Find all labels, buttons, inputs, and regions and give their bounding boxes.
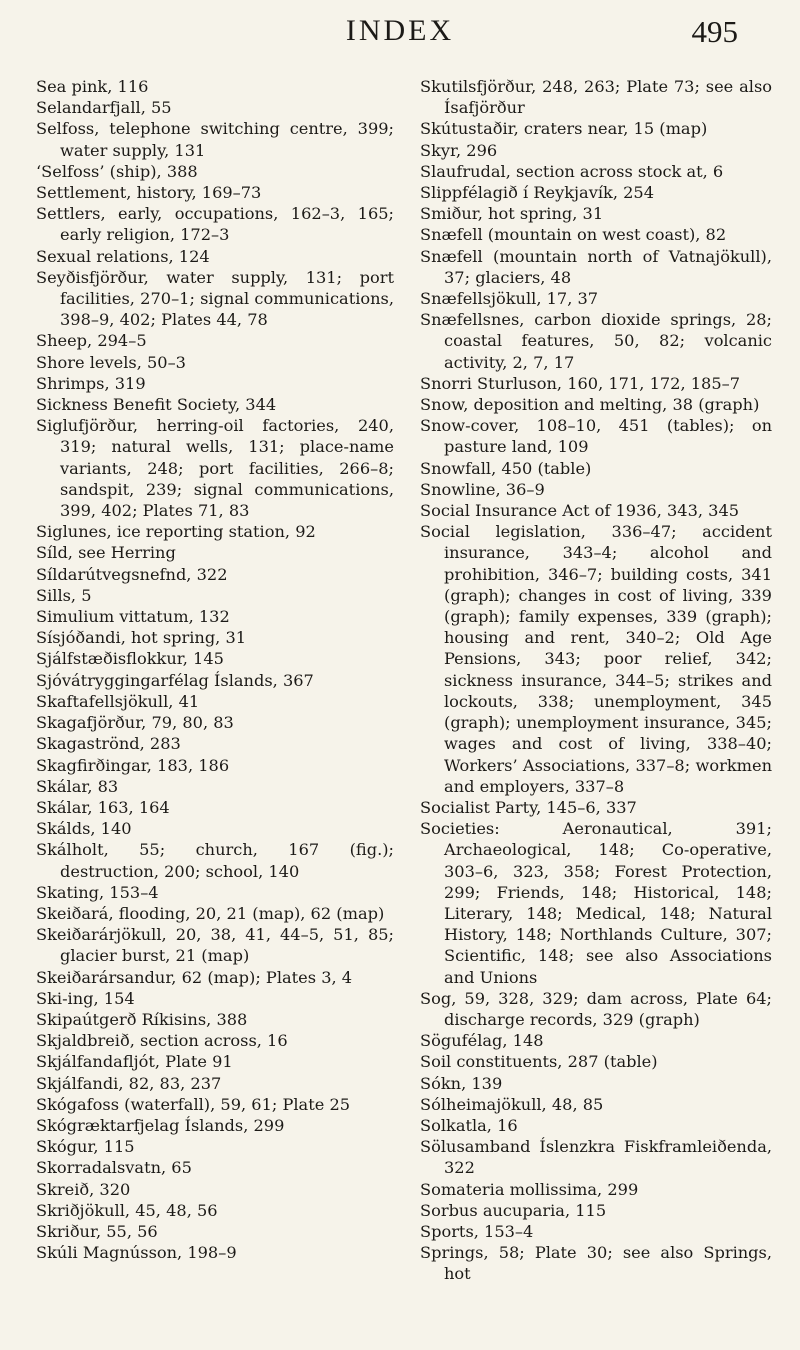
- index-entry: Solkatla, 16: [420, 1115, 518, 1135]
- index-entry: Sjóvátryggingarfélag Íslands, 367: [36, 670, 314, 690]
- index-entry: Snowfall, 450 (table): [420, 458, 592, 478]
- index-column-right: [420, 76, 772, 1285]
- index-entry: Skipaútgerð Ríkisins, 388: [36, 1009, 248, 1029]
- index-entry: Simulium vittatum, 132: [36, 607, 230, 627]
- index-entry: ‘Selfoss’ (ship), 388: [36, 161, 198, 181]
- index-entry: Skálds, 140: [36, 819, 132, 839]
- index-entry: Skating, 153–4: [36, 882, 159, 902]
- index-entry: Skagaströnd, 283: [36, 734, 181, 754]
- index-entry: Skorradalsvatn, 65: [36, 1158, 192, 1178]
- index-entry: Sea pink, 116: [36, 77, 149, 96]
- index-entry: Snowline, 36–9: [420, 479, 545, 499]
- index-entry: Sheep, 294–5: [36, 331, 147, 351]
- index-entry: Settlement, history, 169–73: [36, 183, 262, 203]
- index-entry: Sills, 5: [36, 585, 92, 605]
- index-entry: Skálar, 83: [36, 776, 119, 796]
- index-entry: Sexual relations, 124: [36, 246, 210, 266]
- index-entry: Snæfell (mountain on west coast), 82: [420, 225, 727, 245]
- index-entry: Settlers, early, occupations, 162–3, 165; early religion, 172–3: [36, 204, 394, 245]
- page-header: [0, 8, 800, 58]
- index-entry: Skriðjökull, 45, 48, 56: [36, 1200, 218, 1220]
- index-entry: Siglufjörður, herring-oil factories, 240, 319; natural wells, 131; place-name variants, 248; port facilities, 266–8; sandspit, 239; signal communications, 399, 402; Plates 71, 83: [36, 416, 394, 521]
- index-entry: Social legislation, 336–47; accident insurance, 343–4; alcohol and prohibition, 346–7; building costs, 341 (graph); changes in cost of living, 339 (graph); family expenses, 339 (graph); housing and rent, 340–2; Old Age Pensions, 343; poor relief, 342; sickness insurance, 344–5; strikes and lockouts, 338; unemployment, 345 (graph); unemployment insurance, 345; wages and cost of living, 338–40; Workers’ Associations, 337–8; workmen and employers, 337–8: [420, 522, 772, 796]
- index-entry: Ski-ing, 154: [36, 988, 135, 1008]
- index-entry: Snæfellsjökull, 17, 37: [420, 289, 599, 309]
- index-entry: Skjálfandafljót, Plate 91: [36, 1052, 233, 1072]
- index-entry: Slippfélagið í Reykjavík, 254: [420, 183, 655, 203]
- index-entry: Sjálfstæðisflokkur, 145: [36, 649, 224, 669]
- index-entry: Social Insurance Act of 1936, 343, 345: [420, 501, 740, 521]
- index-entry: Somateria mollissima, 299: [420, 1179, 639, 1199]
- index-entry: Sögufélag, 148: [420, 1031, 544, 1051]
- index-entry: Skagafjörður, 79, 80, 83: [36, 713, 234, 733]
- index-entry: Skutilsfjörður, 248, 263; Plate 73; see also Ísafjörður: [420, 77, 772, 118]
- index-entry: Societies: Aeronautical, 391; Archaeological, 148; Co-operative, 303–6, 323, 358; Forest Protection, 299; Friends, 148; Historical, 148; Literary, 148; Medical, 148; Natural History, 148; Northlands Culture, 307; Scientific, 148; see also Associations and Unions: [420, 819, 772, 987]
- index-entry: Skeiðarársandur, 62 (map); Plates 3, 4: [36, 967, 353, 987]
- index-entry: Soil constituents, 287 (table): [420, 1052, 658, 1072]
- index-entry: Siglunes, ice reporting station, 92: [36, 522, 316, 542]
- index-entry: Sports, 153–4: [420, 1221, 534, 1241]
- index-entry: Skútustaðir, craters near, 15 (map): [420, 119, 708, 139]
- page-number: 495: [691, 14, 738, 49]
- index-entry: Skógur, 115: [36, 1137, 135, 1157]
- index-entry: Snorri Sturluson, 160, 171, 172, 185–7: [420, 373, 741, 393]
- index-entry: Sickness Benefit Society, 344: [36, 395, 277, 415]
- index-entry: Skaftafellsjökull, 41: [36, 691, 200, 711]
- index-entry: Skriður, 55, 56: [36, 1221, 158, 1241]
- index-entry: Slaufrudal, section across stock at, 6: [420, 161, 724, 181]
- index-entry: Selfoss, telephone switching centre, 399; water supply, 131: [36, 119, 394, 160]
- index-entry: Sölusamband Íslenzkra Fiskframleiðenda, 322: [420, 1137, 772, 1178]
- index-entry: Skreið, 320: [36, 1179, 131, 1199]
- index-entry: Sorbus aucuparia, 115: [420, 1200, 607, 1220]
- index-entry: Skógafoss (waterfall), 59, 61; Plate 25: [36, 1094, 351, 1114]
- index-entry: Skagfirðingar, 183, 186: [36, 755, 230, 775]
- running-head: INDEX: [345, 14, 455, 47]
- index-entry: Skyr, 296: [420, 140, 498, 160]
- index-entry: Sísjóðandi, hot spring, 31: [36, 628, 247, 648]
- index-entry: Snæfellsnes, carbon dioxide springs, 28; coastal features, 50, 82; volcanic activity, 2, 7, 17: [420, 310, 772, 372]
- index-entry: Skjaldbreið, section across, 16: [36, 1031, 288, 1051]
- index-entry: Shore levels, 50–3: [36, 352, 186, 372]
- index-entry: Skálar, 163, 164: [36, 797, 170, 817]
- index-entry: Skógræktarfjelag Íslands, 299: [36, 1115, 285, 1135]
- index-entry: Skeiðará, flooding, 20, 21 (map), 62 (map): [36, 903, 385, 923]
- index-entry: Snow, deposition and melting, 38 (graph): [420, 395, 760, 415]
- index-entry: Sog, 59, 328, 329; dam across, Plate 64; discharge records, 329 (graph): [420, 988, 772, 1029]
- index-entry: Selandarfjall, 55: [36, 98, 172, 118]
- index-column-left: [36, 76, 394, 1263]
- index-entry: Skúli Magnússon, 198–9: [36, 1243, 237, 1263]
- index-entry: Síld, see Herring: [36, 543, 176, 563]
- index-entry: Shrimps, 319: [36, 373, 146, 393]
- index-entry: Springs, 58; Plate 30; see also Springs, hot: [420, 1243, 772, 1284]
- index-entry: Síldarútvegsnefnd, 322: [36, 564, 228, 584]
- index-entry: Sókn, 139: [420, 1073, 503, 1093]
- index-entry: Sólheimajökull, 48, 85: [420, 1094, 604, 1114]
- index-entry: Smiður, hot spring, 31: [420, 204, 604, 224]
- index-entry: Skeiðarárjökull, 20, 38, 41, 44–5, 51, 85; glacier burst, 21 (map): [36, 925, 394, 966]
- index-entry: Snow-cover, 108–10, 451 (tables); on pasture land, 109: [420, 416, 772, 457]
- index-entry: Skjálfandi, 82, 83, 237: [36, 1073, 222, 1093]
- index-entry: Socialist Party, 145–6, 337: [420, 797, 637, 817]
- index-entry: Snæfell (mountain north of Vatnajökull), 37; glaciers, 48: [420, 246, 772, 287]
- index-entry: Seyðisfjörður, water supply, 131; port facilities, 270–1; signal communications, 398–9, 402; Plates 44, 78: [36, 267, 394, 330]
- index-entry: Skálholt, 55; church, 167 (fig.); destruction, 200; school, 140: [36, 840, 394, 881]
